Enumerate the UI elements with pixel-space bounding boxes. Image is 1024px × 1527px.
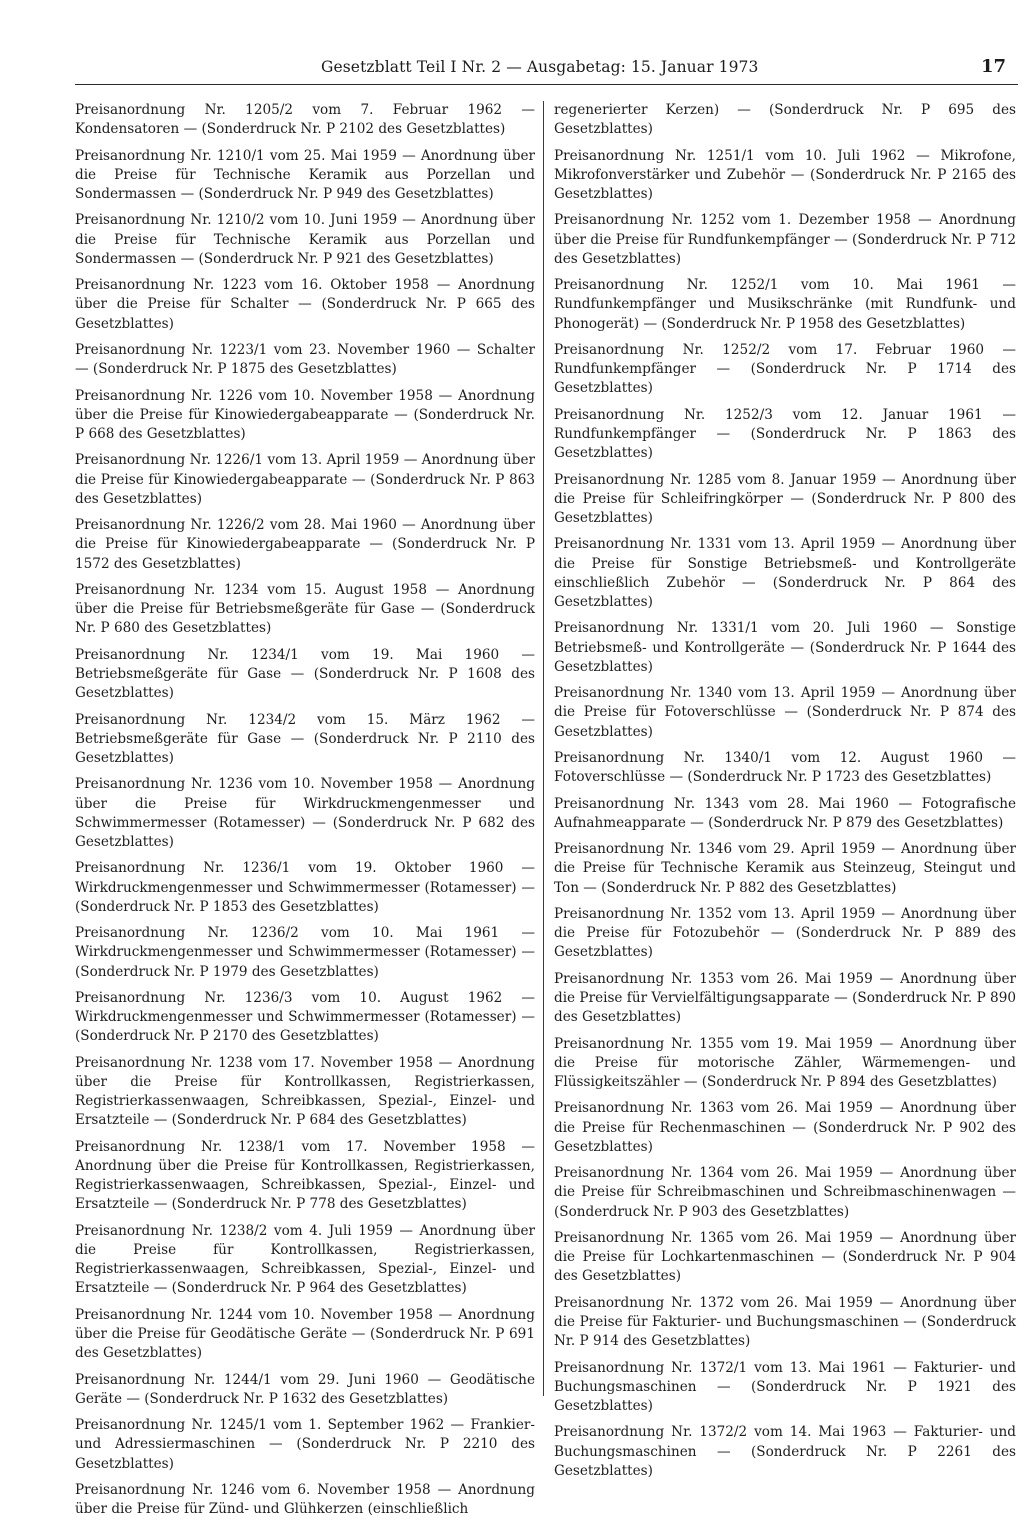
- price-order-entry: Preisanordnung Nr. 1372/1 vom 13. Mai 1961 — Fakturier- und Buchungsmaschinen — (Sonderdruck Nr. P 1921 des Gesetzblattes): [554, 1359, 1016, 1414]
- price-order-entry: Preisanordnung Nr. 1236 vom 10. November 1958 — Anordnung über die Preise für Wirkdruckmengenmesser und Schwimmermesser (Rotamesser) — (Sonderdruck Nr. P 682 des Gesetzblattes): [75, 776, 535, 850]
- price-order-entry: Preisanordnung Nr. 1252 vom 1. Dezember 1958 — Anordnung über die Preise für Rundfunkempfänger — (Sonderdruck Nr. P 712 des Gesetzblattes): [554, 212, 1016, 267]
- publication-title: Gesetzblatt Teil I Nr. 2 — Ausgabetag: 15. Januar 1973: [321, 58, 759, 76]
- price-order-entry: Preisanordnung Nr. 1236/2 vom 10. Mai 1961 — Wirkdruckmengenmesser und Schwimmermesser (Rotamesser) — (Sonderdruck Nr. P 1979 des Gesetzblattes): [75, 925, 535, 980]
- price-order-entry: Preisanordnung Nr. 1226/1 vom 13. April 1959 — Anordnung über die Preise für Kinowiedergabeapparate — (Sonderdruck Nr. P 863 des Gesetzblattes): [75, 452, 535, 507]
- price-order-entry: Preisanordnung Nr. 1364 vom 26. Mai 1959 — Anordnung über die Preise für Schreibmaschinen und Schreibmaschinenwagen — (Sonderdruck Nr. P 903 des Gesetzblattes): [554, 1165, 1016, 1220]
- price-order-entry: Preisanordnung Nr. 1236/3 vom 10. August 1962 — Wirkdruckmengenmesser und Schwimmermesser (Rotamesser) — (Sonderdruck Nr. P 2170 des Gesetzblattes): [75, 989, 535, 1045]
- price-order-entry: Preisanordnung Nr. 1226 vom 10. November 1958 — Anordnung über die Preise für Kinowiedergabeapparate — (Sonderdruck Nr. P 668 des Gesetzblattes): [75, 387, 535, 442]
- price-order-entry: Preisanordnung Nr. 1234/1 vom 19. Mai 1960 — Betriebsmeßgeräte für Gase — (Sonderdruck Nr. P 1608 des Gesetzblattes): [75, 646, 535, 702]
- price-order-entry: Preisanordnung Nr. 1234/2 vom 15. März 1962 — Betriebsmeßgeräte für Gase — (Sonderdruck Nr. P 2110 des Gesetzblattes): [75, 711, 535, 766]
- price-order-entry: Preisanordnung Nr. 1365 vom 26. Mai 1959 — Anordnung über die Preise für Lochkartenmaschinen — (Sonderdruck Nr. P 904 des Gesetzblattes): [554, 1229, 1016, 1285]
- price-order-entry: Preisanordnung Nr. 1226/2 vom 28. Mai 1960 — Anordnung über die Preise für Kinowiedergabeapparate — (Sonderdruck Nr. P 1572 des Gesetzblattes): [75, 517, 535, 572]
- price-order-entry: Preisanordnung Nr. 1252/1 vom 10. Mai 1961 — Rundfunkempfänger und Musikschränke (mit Rundfunk- und Phonogerät) — (Sonderdruck Nr. P 1958 des Gesetzblattes): [554, 277, 1016, 332]
- price-order-entry: Preisanordnung Nr. 1372/2 vom 14. Mai 1963 — Fakturier- und Buchungsmaschinen — (Sonderdruck Nr. P 2261 des Gesetzblattes): [554, 1424, 1016, 1479]
- price-order-entry: Preisanordnung Nr. 1234 vom 15. August 1958 — Anordnung über die Preise für Betriebsmeßgeräte für Gase — (Sonderdruck Nr. P 680 des Gesetzblattes): [75, 581, 535, 637]
- price-order-entry: Preisanordnung Nr. 1251/1 vom 10. Juli 1962 — Mikrofone, Mikrofonverstärker und Zubehör — (Sonderdruck Nr. P 2165 des Gesetzblattes): [554, 147, 1016, 202]
- column-divider: [543, 101, 544, 1396]
- price-order-entry: Preisanordnung Nr. 1205/2 vom 7. Februar 1962 — Kondensatoren — (Sonderdruck Nr. P 2102 des Gesetzblattes): [75, 102, 535, 138]
- price-order-entry: Preisanordnung Nr. 1238 vom 17. November 1958 — Anordnung über die Preise für Kontrollkassen, Registrierkassen, Registrierkassenwaagen, Schreibkassen, Spezial-, Einzel- und Ersatzteile — (Sonderdruck Nr. P 684 des Gesetzblattes): [75, 1054, 535, 1129]
- price-order-entry: Preisanordnung Nr. 1363 vom 26. Mai 1959 — Anordnung über die Preise für Rechenmaschinen — (Sonderdruck Nr. P 902 des Gesetzblattes): [554, 1100, 1016, 1155]
- price-order-entry: Preisanordnung Nr. 1331/1 vom 20. Juli 1960 — Sonstige Betriebsmeß- und Kontrollgeräte — (Sonderdruck Nr. P 1644 des Gesetzblattes): [554, 620, 1016, 675]
- price-order-entry: Preisanordnung Nr. 1223 vom 16. Oktober 1958 — Anordnung über die Preise für Schalter — (Sonderdruck Nr. P 665 des Gesetzblattes): [75, 277, 535, 332]
- price-order-entry: Preisanordnung Nr. 1355 vom 19. Mai 1959 — Anordnung über die Preise für motorische Zähler, Wärmemengen- und Flüssigkeitszähler — (Sonderdruck Nr. P 894 des Gesetzblattes): [554, 1035, 1016, 1090]
- price-order-entry: Preisanordnung Nr. 1340/1 vom 12. August 1960 — Fotoverschlüsse — (Sonderdruck Nr. P 1723 des Gesetzblattes): [554, 749, 1016, 786]
- price-order-entry: Preisanordnung Nr. 1238/2 vom 4. Juli 1959 — Anordnung über die Preise für Kontrollkassen, Registrierkassen, Registrierkassenwaagen, Schreibkassen, Spezial-, Einzel- und Ersatzteile — (Sonderdruck Nr. P 964 des Gesetzblattes): [75, 1222, 535, 1297]
- price-order-entry: Preisanordnung Nr. 1346 vom 29. April 1959 — Anordnung über die Preise für Technische Keramik aus Steinzeug, Steingut und Ton — (Sonderdruck Nr. P 882 des Gesetzblattes): [554, 841, 1016, 896]
- price-order-entry: Preisanordnung Nr. 1210/1 vom 25. Mai 1959 — Anordnung über die Preise für Technische Keramik aus Porzellan und Sondermassen — (Sonderdruck Nr. P 949 des Gesetzblattes): [75, 147, 535, 202]
- left-column: [75, 101, 535, 1527]
- price-order-entry: Preisanordnung Nr. 1236/1 vom 19. Oktober 1960 — Wirkdruckmengenmesser und Schwimmermesser (Rotamesser) — (Sonderdruck Nr. P 1853 des Gesetzblattes): [75, 860, 535, 915]
- price-order-entry: Preisanordnung Nr. 1246 vom 6. November 1958 — Anordnung über die Preise für Zünd- und Glühkerzen (einschließlich: [75, 1481, 535, 1518]
- page-header: [75, 58, 1018, 82]
- price-order-entry: Preisanordnung Nr. 1210/2 vom 10. Juni 1959 — Anordnung über die Preise für Technische Keramik aus Porzellan und Sondermassen — (Sonderdruck Nr. P 921 des Gesetzblattes): [75, 212, 535, 267]
- header-rule: [75, 84, 1018, 85]
- price-order-entry: Preisanordnung Nr. 1244 vom 10. November 1958 — Anordnung über die Preise für Geodätische Geräte — (Sonderdruck Nr. P 691 des Gesetzblattes): [75, 1306, 535, 1362]
- price-order-entry: Preisanordnung Nr. 1353 vom 26. Mai 1959 — Anordnung über die Preise für Vervielfältigungsapparate — (Sonderdruck Nr. P 890 des Gesetzblattes): [554, 970, 1016, 1026]
- price-order-entry: Preisanordnung Nr. 1340 vom 13. April 1959 — Anordnung über die Preise für Fotoverschlüsse — (Sonderdruck Nr. P 874 des Gesetzblattes): [554, 685, 1016, 740]
- price-order-entry: Preisanordnung Nr. 1244/1 vom 29. Juni 1960 — Geodätische Geräte — (Sonderdruck Nr. P 1632 des Gesetzblattes): [75, 1371, 535, 1407]
- right-column: [554, 101, 1016, 1488]
- price-order-entry: Preisanordnung Nr. 1285 vom 8. Januar 1959 — Anordnung über die Preise für Schleifringkörper — (Sonderdruck Nr. P 800 des Gesetzblattes): [554, 471, 1016, 526]
- price-order-entry: regenerierter Kerzen) — (Sonderdruck Nr. P 695 des Gesetzblattes): [554, 102, 1016, 138]
- price-order-entry: Preisanordnung Nr. 1245/1 vom 1. September 1962 — Frankier- und Adressiermaschinen — (Sonderdruck Nr. P 2210 des Gesetzblattes): [75, 1417, 535, 1472]
- price-order-entry: Preisanordnung Nr. 1331 vom 13. April 1959 — Anordnung über die Preise für Sonstige Betriebsmeß- und Kontrollgeräte einschließlich Zubehör — (Sonderdruck Nr. P 864 des Gesetzblattes): [554, 536, 1016, 610]
- page-number: 17: [980, 56, 1006, 77]
- price-order-entry: Preisanordnung Nr. 1252/2 vom 17. Februar 1960 — Rundfunkempfänger — (Sonderdruck Nr. P 1714 des Gesetzblattes): [554, 341, 1016, 397]
- price-order-entry: Preisanordnung Nr. 1372 vom 26. Mai 1959 — Anordnung über die Preise für Fakturier- und Buchungsmaschinen — (Sonderdruck Nr. P 914 des Gesetzblattes): [554, 1294, 1016, 1350]
- price-order-entry: Preisanordnung Nr. 1252/3 vom 12. Januar 1961 — Rundfunkempfänger — (Sonderdruck Nr. P 1863 des Gesetzblattes): [554, 406, 1016, 462]
- price-order-entry: Preisanordnung Nr. 1343 vom 28. Mai 1960 — Fotografische Aufnahmeapparate — (Sonderdruck Nr. P 879 des Gesetzblattes): [554, 795, 1016, 831]
- price-order-entry: Preisanordnung Nr. 1352 vom 13. April 1959 — Anordnung über die Preise für Fotozubehör — (Sonderdruck Nr. P 889 des Gesetzblattes): [554, 905, 1016, 961]
- price-order-entry: Preisanordnung Nr. 1238/1 vom 17. November 1958 — Anordnung über die Preise für Kontrollkassen, Registrierkassen, Registrierkassenwaagen, Schreibkassen, Spezial-, Einzel- und Ersatzteile — (Sonderdruck Nr. P 778 des Gesetzblattes): [75, 1138, 535, 1213]
- price-order-entry: Preisanordnung Nr. 1223/1 vom 23. November 1960 — Schalter — (Sonderdruck Nr. P 1875 des Gesetzblattes): [75, 341, 535, 378]
